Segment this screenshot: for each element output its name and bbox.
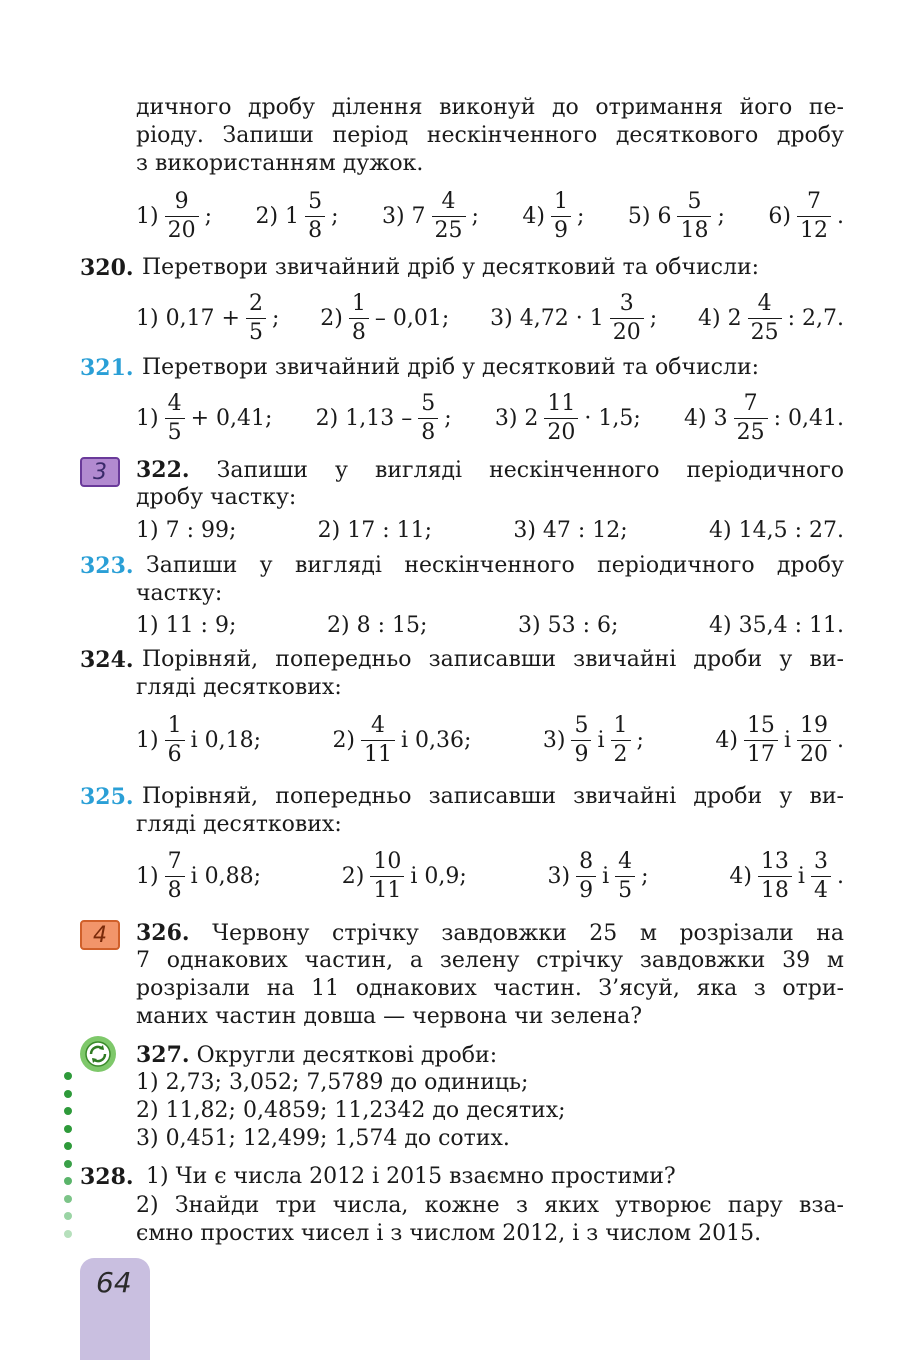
fraction-denominator: 17 xyxy=(744,740,778,766)
exercise-text-328-line-3: ємно простих чисел і з числом 2012, і з числом 2015. xyxy=(136,1221,762,1246)
fraction-denominator: 6 xyxy=(165,740,185,766)
fraction-denominator: 9 xyxy=(551,216,571,242)
item-middle: і xyxy=(783,727,791,753)
dot xyxy=(64,1125,72,1133)
exercise-item: 3) 53 : 6; xyxy=(518,613,619,638)
exercise-text-325-line-2: гляді десяткових: xyxy=(136,812,342,837)
fraction xyxy=(611,712,631,767)
fraction-numerator: 1 xyxy=(554,188,569,214)
item-prefix: 2) 1 xyxy=(255,203,300,229)
fraction xyxy=(165,712,185,767)
item-prefix: 2) 1,13 – xyxy=(315,405,413,431)
fraction xyxy=(370,848,404,903)
fraction xyxy=(432,188,466,243)
exercise-text-320: Перетвори звичайний дріб у десятковий та обчисли: xyxy=(142,255,760,280)
item-prefix: 3) 7 xyxy=(381,203,426,229)
item-suffix: і 0,36; xyxy=(401,727,472,753)
exercise-number-323: 323. xyxy=(80,553,134,579)
intro-line-3: з використанням дужок. xyxy=(136,151,424,176)
item-prefix: 4) 2 xyxy=(698,305,742,331)
item-suffix: ; xyxy=(577,203,585,229)
exercise-text-327-line-4: 3) 0,451; 12,499; 1,574 до сотих. xyxy=(136,1126,510,1151)
exercise-item xyxy=(542,712,644,767)
item-suffix: ; xyxy=(649,305,658,331)
fraction xyxy=(165,188,199,243)
exercise-number-324: 324. xyxy=(80,647,134,673)
exercise-text-328-line-1: 1) Чи є числа 2012 і 2015 взаємно простими? xyxy=(146,1164,676,1189)
item-suffix: ; xyxy=(204,203,213,229)
fraction xyxy=(610,290,644,345)
item-suffix: ; xyxy=(636,727,644,753)
item-middle: і xyxy=(597,727,605,753)
fraction-numerator: 4 xyxy=(757,290,772,316)
fraction-numerator: 9 xyxy=(174,188,189,214)
item-prefix: 1) 0,17 + xyxy=(136,305,240,331)
fraction xyxy=(758,848,792,903)
decorative-dots xyxy=(64,1072,74,1247)
fraction-denominator: 5 xyxy=(165,418,185,444)
exercise-item xyxy=(627,188,725,243)
exercise-items-325 xyxy=(136,844,844,908)
dot xyxy=(64,1177,72,1185)
item-suffix: . xyxy=(836,863,844,889)
exercise-item: 4) 35,4 : 11. xyxy=(709,613,844,638)
item-prefix: 6) xyxy=(768,203,791,229)
fraction-denominator: 20 xyxy=(544,418,578,444)
fraction-numerator: 5 xyxy=(574,712,589,738)
exercise-item: 2) 17 : 11; xyxy=(317,518,433,543)
exercise-text-326-line-3: розрізали на 11 однакових частин. З’ясуй, яка з отри- xyxy=(136,976,844,1001)
intro-items-row xyxy=(136,184,844,248)
item-suffix: . xyxy=(836,203,844,229)
item-suffix: : 0,41. xyxy=(773,405,844,431)
fraction-numerator: 4 xyxy=(618,848,633,874)
item-suffix: і 0,18; xyxy=(190,727,262,753)
fraction-denominator: 20 xyxy=(610,318,644,344)
exercise-text-323-line-2: частку: xyxy=(136,581,223,606)
dot xyxy=(64,1212,72,1220)
fraction-numerator: 1 xyxy=(167,712,182,738)
item-middle: і xyxy=(602,863,610,889)
intro-line-1: дичного дробу ділення виконуй до отримання його пе- xyxy=(136,95,844,120)
fraction-denominator: 8 xyxy=(165,876,185,902)
fraction-numerator: 5 xyxy=(687,188,702,214)
exercise-item xyxy=(715,712,844,767)
exercise-text-324-line-2: гляді десяткових: xyxy=(136,675,342,700)
item-prefix: 1) xyxy=(136,203,159,229)
dot xyxy=(64,1230,72,1238)
fraction-denominator: 5 xyxy=(246,318,266,344)
page-number: 64 xyxy=(96,1266,132,1299)
item-middle: і xyxy=(797,863,805,889)
fraction-denominator: 4 xyxy=(811,876,831,902)
item-suffix: : 2,7. xyxy=(787,305,844,331)
exercise-text-327-line-1 xyxy=(136,1041,844,1069)
fraction-denominator: 25 xyxy=(748,318,782,344)
fraction-numerator: 4 xyxy=(167,390,182,416)
item-suffix: ; xyxy=(641,863,649,889)
fraction-numerator: 7 xyxy=(743,390,758,416)
exercise-text-324-line-1: Порівняй, попередньо записавши звичайні дроби у ви- xyxy=(142,647,844,672)
item-prefix: 2) xyxy=(341,863,365,889)
item-suffix: ; xyxy=(717,203,725,229)
fraction xyxy=(571,712,591,767)
item-suffix: і 0,9; xyxy=(410,863,467,889)
fraction-denominator: 18 xyxy=(758,876,792,902)
item-suffix: ; xyxy=(331,203,339,229)
exercise-item xyxy=(381,188,479,243)
fraction-numerator: 3 xyxy=(813,848,828,874)
exercise-item: 2) 8 : 15; xyxy=(327,613,428,638)
item-prefix: 2) xyxy=(332,727,356,753)
exercise-text-327-line-2: 1) 2,73; 3,052; 7,5789 до одиниць; xyxy=(136,1070,529,1095)
exercise-item xyxy=(341,848,467,903)
item-suffix: ; xyxy=(444,405,452,431)
fraction-numerator: 1 xyxy=(613,712,628,738)
item-suffix: – 0,01; xyxy=(374,305,450,331)
circular-arrows-icon xyxy=(80,1036,116,1072)
fraction xyxy=(551,188,571,243)
fraction-numerator: 8 xyxy=(579,848,594,874)
exercise-item xyxy=(136,188,213,243)
item-prefix: 4) xyxy=(729,863,752,889)
item-prefix: 3) xyxy=(547,863,571,889)
exercise-text-328-line-2: 2) Знайди три числа, кожне з яких утворює пару вза- xyxy=(136,1193,844,1218)
fraction xyxy=(165,848,185,903)
item-prefix: 4) 3 xyxy=(684,405,728,431)
fraction xyxy=(615,848,635,903)
fraction-numerator: 15 xyxy=(746,712,775,738)
exercise-number-322: 322. xyxy=(136,457,190,483)
exercise-item xyxy=(490,290,658,345)
item-suffix: + 0,41; xyxy=(190,405,273,431)
fraction-numerator: 7 xyxy=(167,848,182,874)
exercise-item xyxy=(255,188,339,243)
exercise-text-325-line-1: Порівняй, попередньо записавши звичайні дроби у ви- xyxy=(142,784,844,809)
fraction-denominator: 8 xyxy=(305,216,325,242)
exercise-item: 1) 7 : 99; xyxy=(136,518,237,543)
item-prefix: 5) 6 xyxy=(627,203,672,229)
exercise-text-321: Перетвори звичайний дріб у десятковий та обчисли: xyxy=(142,355,760,380)
fraction-numerator: 4 xyxy=(441,188,456,214)
level-badge-3: 3 xyxy=(80,457,120,487)
fraction-numerator: 1 xyxy=(351,290,366,316)
exercise-number-320: 320. xyxy=(80,255,134,281)
fraction-numerator: 5 xyxy=(308,188,323,214)
exercise-item xyxy=(320,290,450,345)
fraction-numerator: 11 xyxy=(547,390,576,416)
item-suffix: і 0,88; xyxy=(190,863,262,889)
fraction-denominator: 25 xyxy=(734,418,768,444)
item-prefix: 1) xyxy=(136,405,159,431)
dot xyxy=(64,1142,72,1150)
exercise-item xyxy=(494,390,641,445)
exercise-items-323 xyxy=(136,611,844,641)
fraction-denominator: 25 xyxy=(432,216,466,242)
exercise-item: 1) 11 : 9; xyxy=(136,613,237,638)
exercise-items-324 xyxy=(136,708,844,772)
exercise-number-321: 321. xyxy=(80,355,134,381)
exercise-item xyxy=(136,290,280,345)
item-suffix: · 1,5; xyxy=(584,405,641,431)
exercise-text-326: Червону стрічку завдовжки 25 м розрізали на xyxy=(212,921,844,946)
fraction-denominator: 5 xyxy=(615,876,635,902)
exercise-text-322-line-2: дробу частку: xyxy=(136,485,297,510)
fraction xyxy=(811,848,831,903)
fraction-denominator: 20 xyxy=(797,740,831,766)
fraction xyxy=(748,290,782,345)
exercise-item xyxy=(684,390,844,445)
exercise-item xyxy=(136,390,273,445)
item-prefix: 3) 4,72 · 1 xyxy=(490,305,604,331)
fraction-numerator: 4 xyxy=(371,712,386,738)
exercise-text-322-line-1 xyxy=(136,456,844,484)
fraction xyxy=(576,848,596,903)
item-prefix: 3) xyxy=(542,727,566,753)
exercise-item: 4) 14,5 : 27. xyxy=(709,518,844,543)
fraction-denominator: 11 xyxy=(370,876,404,902)
dot xyxy=(64,1107,72,1115)
fraction-denominator: 8 xyxy=(349,318,369,344)
exercise-items-321 xyxy=(136,386,844,450)
exercise-item xyxy=(522,188,585,243)
fraction xyxy=(797,712,831,767)
exercise-number-326: 326. xyxy=(136,920,190,946)
level-badge-4: 4 xyxy=(80,920,120,950)
exercise-text-326-line-1 xyxy=(136,919,844,947)
fraction xyxy=(734,390,768,445)
fraction-denominator: 18 xyxy=(677,216,711,242)
exercise-text-322: Запиши у вигляді нескінченного періодичного xyxy=(216,458,844,483)
fraction xyxy=(544,390,578,445)
exercise-text-326-line-4: маних частин довша — червона чи зелена? xyxy=(136,1004,642,1029)
fraction-denominator: 11 xyxy=(361,740,395,766)
intro-line-2: ріоду. Запиши період нескінченного десяткового дробу xyxy=(136,123,844,148)
item-prefix: 1) xyxy=(136,727,159,753)
exercise-items-320 xyxy=(136,286,844,350)
exercise-text-327: Округли десяткові дроби: xyxy=(196,1043,498,1068)
fraction-denominator: 8 xyxy=(418,418,438,444)
item-prefix: 2) xyxy=(320,305,343,331)
fraction-denominator: 9 xyxy=(571,740,591,766)
exercise-item xyxy=(315,390,452,445)
fraction xyxy=(744,712,778,767)
dot xyxy=(64,1090,72,1098)
fraction-numerator: 2 xyxy=(248,290,263,316)
fraction xyxy=(677,188,711,243)
dot xyxy=(64,1160,72,1168)
exercise-item xyxy=(768,188,844,243)
fraction-denominator: 2 xyxy=(611,740,631,766)
exercise-text-323-line-1: Запиши у вигляді нескінченного періодичного дробу xyxy=(146,553,844,578)
item-suffix: . xyxy=(836,727,844,753)
fraction-numerator: 5 xyxy=(421,390,436,416)
fraction-numerator: 19 xyxy=(799,712,828,738)
item-suffix: ; xyxy=(471,203,479,229)
fraction-numerator: 10 xyxy=(373,848,402,874)
item-prefix: 1) xyxy=(136,863,159,889)
exercise-text-326-line-2: 7 однакових частин, а зелену стрічку завдовжки 39 м xyxy=(136,948,844,973)
exercise-item xyxy=(698,290,844,345)
fraction xyxy=(246,290,266,345)
exercise-item xyxy=(547,848,649,903)
fraction-numerator: 3 xyxy=(619,290,634,316)
dot xyxy=(64,1195,72,1203)
fraction-denominator: 12 xyxy=(797,216,831,242)
fraction-denominator: 20 xyxy=(165,216,199,242)
exercise-item xyxy=(136,712,262,767)
fraction xyxy=(361,712,395,767)
fraction-numerator: 7 xyxy=(806,188,821,214)
exercise-number-327: 327. xyxy=(136,1042,190,1068)
exercise-item xyxy=(332,712,472,767)
item-prefix: 4) xyxy=(715,727,738,753)
fraction xyxy=(305,188,325,243)
item-prefix: 4) xyxy=(522,203,546,229)
exercise-text-327-line-3: 2) 11,82; 0,4859; 11,2342 до десятих; xyxy=(136,1098,566,1123)
item-suffix: ; xyxy=(271,305,280,331)
fraction xyxy=(349,290,369,345)
exercise-item xyxy=(136,848,262,903)
fraction xyxy=(165,390,185,445)
exercise-number-325: 325. xyxy=(80,784,134,810)
fraction xyxy=(418,390,438,445)
dot xyxy=(64,1072,72,1080)
item-prefix: 3) 2 xyxy=(494,405,539,431)
fraction-numerator: 13 xyxy=(760,848,789,874)
exercise-item xyxy=(729,848,844,903)
exercise-items-322 xyxy=(136,516,844,546)
fraction xyxy=(797,188,831,243)
exercise-item: 3) 47 : 12; xyxy=(513,518,628,543)
exercise-number-328: 328. xyxy=(80,1164,134,1190)
fraction-denominator: 9 xyxy=(576,876,596,902)
circular-arrows-svg xyxy=(84,1040,112,1068)
